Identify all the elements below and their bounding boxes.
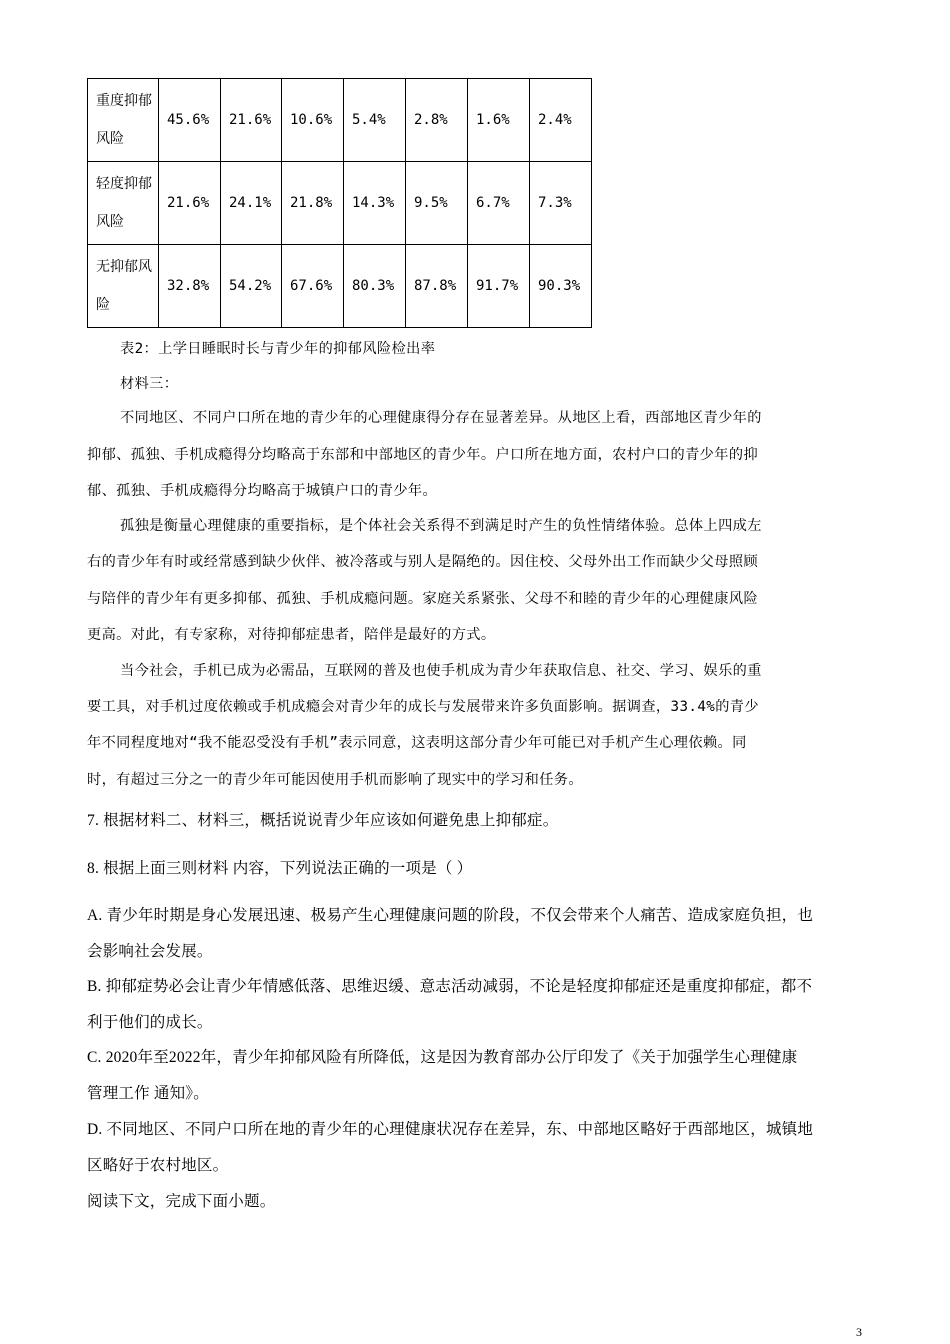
table-cell: 21.6% <box>159 162 221 245</box>
option-c[interactable]: C. 2020年至2022年，青少年抑郁风险有所降低，这是因为教育部办公厅印发了《关于加强学生心理健康 <box>87 1049 798 1066</box>
table-row <box>88 245 592 328</box>
table-row <box>88 162 592 245</box>
paragraph-line: 与陪伴的青少年有更多抑郁、孤独、手机成瘾问题。家庭关系紧张、父母不和睦的青少年的心理健康风险 <box>87 591 759 607</box>
row-label: 重度抑郁风险 <box>88 79 159 162</box>
table-cell: 1.6% <box>468 79 530 162</box>
table-cell: 2.4% <box>530 79 592 162</box>
table-cell: 2.8% <box>406 79 468 162</box>
option-b-cont: 利于他们的成长。 <box>87 1014 213 1031</box>
table-cell: 91.7% <box>468 245 530 328</box>
paragraph-line: 孤独是衡量心理健康的重要指标，是个体社会关系得不到满足时产生的负性情绪体验。总体上四成左 <box>120 518 762 534</box>
table-cell: 21.6% <box>221 79 282 162</box>
paragraph-line: 右的青少年有时或经常感到缺少伙伴、被冷落或与别人是隔绝的。因住校、父母外出工作而缺少父母照顾 <box>87 554 759 570</box>
paragraph-line: 当今社会，手机已成为必需品，互联网的普及也使手机成为青少年获取信息、社交、学习、娱乐的重 <box>120 663 762 679</box>
paragraph-line: 要工具，对手机过度依赖或手机成瘾会对青少年的成长与发展带来许多负面影响。据调查，33.4%的青少 <box>87 699 759 715</box>
table-cell: 90.3% <box>530 245 592 328</box>
table-cell: 87.8% <box>406 245 468 328</box>
table-cell: 54.2% <box>221 245 282 328</box>
material-heading: 材料三： <box>120 376 179 392</box>
table-cell: 67.6% <box>282 245 344 328</box>
row-label: 无抑郁风险 <box>88 245 159 328</box>
option-d-cont: 区略好于农村地区。 <box>87 1157 229 1174</box>
option-a[interactable]: A. 青少年时期是身心发展迅速、极易产生心理健康问题的阶段，不仅会带来个人痛苦、造成家庭负担，也 <box>87 907 814 924</box>
paragraph-line: 年不同程度地对“我不能忍受没有手机”表示同意，这表明这部分青少年可能已对手机产生心理依赖。同 <box>87 735 747 751</box>
option-b[interactable]: B. 抑郁症势必会让青少年情感低落、思维迟缓、意志活动减弱，不论是轻度抑郁症还是重度抑郁症，都不 <box>87 978 813 995</box>
option-a-cont: 会影响社会发展。 <box>87 943 213 960</box>
option-d[interactable]: D. 不同地区、不同户口所在地的青少年的心理健康状况存在差异，东、中部地区略好于西部地区，城镇地 <box>87 1121 814 1138</box>
paragraph-line: 抑郁、孤独、手机成瘾得分均略高于东部和中部地区的青少年。户口所在地方面，农村户口的青少年的抑 <box>87 447 759 463</box>
table-cell: 21.8% <box>282 162 344 245</box>
table-row <box>88 79 592 162</box>
page-number: 3 <box>856 1325 862 1339</box>
question-8: 8. 根据上面三则材料 内容，下列说法正确的一项是（ ） <box>87 860 473 877</box>
table-cell: 5.4% <box>344 79 406 162</box>
question-7: 7. 根据材料二、材料三，概括说说青少年应该如何避免患上抑郁症。 <box>87 812 559 829</box>
table-cell: 9.5% <box>406 162 468 245</box>
table-cell: 6.7% <box>468 162 530 245</box>
table-cell: 32.8% <box>159 245 221 328</box>
paragraph-line: 更高。对此，有专家称，对待抑郁症患者，陪伴是最好的方式。 <box>87 627 496 643</box>
reading-instruction: 阅读下文，完成下面小题。 <box>87 1193 276 1210</box>
paragraph-line: 郁、孤独、手机成瘾得分均略高于城镇户口的青少年。 <box>87 483 438 499</box>
table-cell: 24.1% <box>221 162 282 245</box>
paragraph-line: 不同地区、不同户口所在地的青少年的心理健康得分存在显著差异。从地区上看，西部地区青少年的 <box>120 410 762 426</box>
table-cell: 80.3% <box>344 245 406 328</box>
paragraph-line: 时，有超过三分之一的青少年可能因使用手机而影响了现实中的学习和任务。 <box>87 772 583 788</box>
table-cell: 14.3% <box>344 162 406 245</box>
table-cell: 10.6% <box>282 79 344 162</box>
row-label: 轻度抑郁风险 <box>88 162 159 245</box>
option-c-cont: 管理工作 通知》。 <box>87 1085 209 1102</box>
risk-table <box>87 78 592 328</box>
table-caption: 表2：上学日睡眠时长与青少年的抑郁风险检出率 <box>120 341 436 357</box>
table-cell: 7.3% <box>530 162 592 245</box>
table-cell: 45.6% <box>159 79 221 162</box>
